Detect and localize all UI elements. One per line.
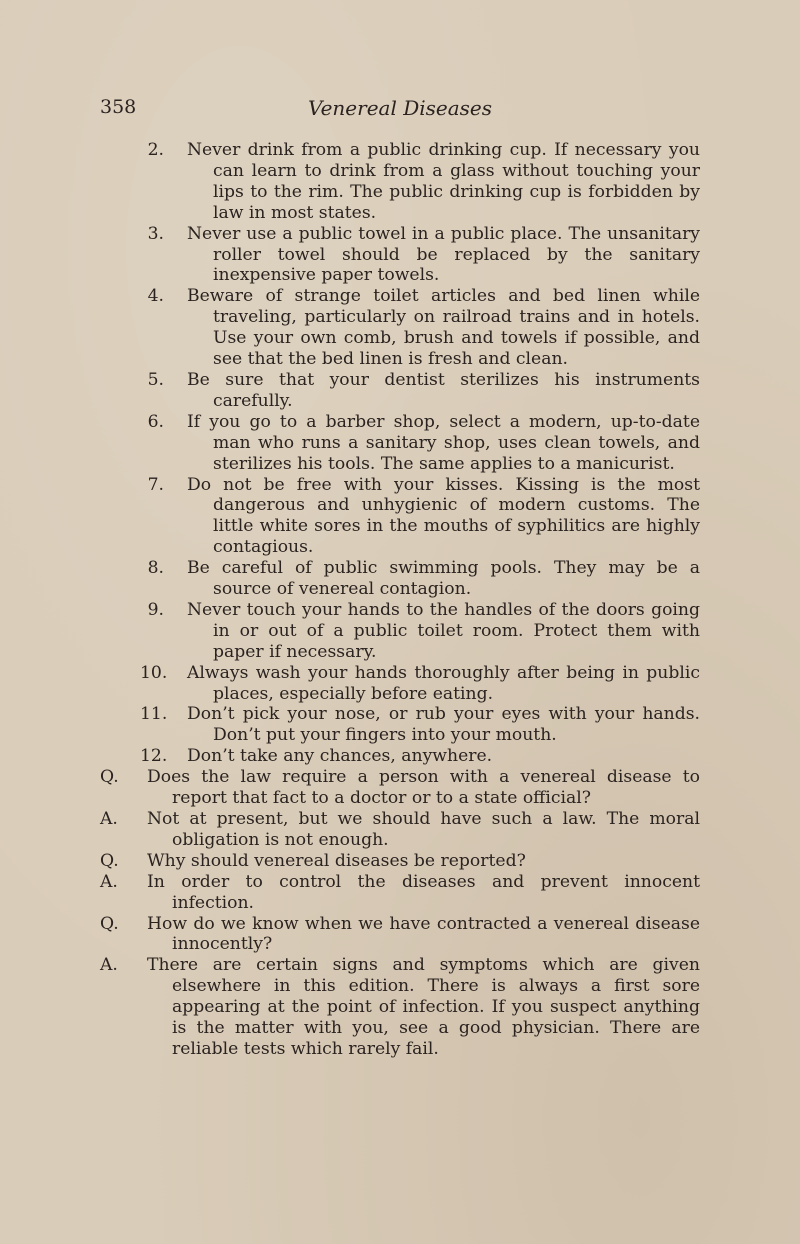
list-item xyxy=(100,224,700,287)
answer xyxy=(100,809,700,851)
qa-text: Does the law require a person with a venereal disease to report that fact to a doctor or to a state official? xyxy=(147,767,700,809)
list-item-text: Always wash your hands thoroughly after being in public places, especially before eating. xyxy=(187,662,700,704)
list-item xyxy=(100,600,700,663)
list-item-text: Don’t pick your nose, or rub your eyes with your hands. Don’t put your fingers into your mouth. xyxy=(187,704,700,746)
list-item xyxy=(100,704,700,746)
list-item-text: Beware of strange toilet articles and bed linen while traveling, particularly on railroad trains and in hotels. Use your own comb, brush and towels if possible, and see that the bed linen is fresh and clean. xyxy=(187,286,700,370)
list-item xyxy=(100,286,700,370)
list-item-number: 8. xyxy=(147,558,164,579)
qa-label: A. xyxy=(100,809,118,829)
list-item-number: 5. xyxy=(147,369,164,390)
page-header xyxy=(100,96,700,130)
list-item-number: 9. xyxy=(147,599,164,620)
list-item-number: 12. xyxy=(140,746,168,767)
list-item-text: If you go to a barber shop, select a modern, up-to-date man who runs a sanitary shop, uses clean towels, and sterilizes his tools. The same applies to a manicurist. xyxy=(187,411,700,474)
list-item-text: Do not be free with your kisses. Kissing is the most dangerous and unhygienic of modern customs. The little white sores in the mouths of syphilitics are highly contagious. xyxy=(187,474,700,558)
list-item-number: 4. xyxy=(147,286,164,307)
qa-label: A. xyxy=(100,871,118,892)
list-item xyxy=(100,663,700,705)
list-item-text: Be sure that your dentist sterilizes his instruments carefully. xyxy=(187,369,700,411)
list-item xyxy=(100,370,700,412)
list-item-number: 2. xyxy=(147,140,164,160)
list-item xyxy=(100,746,700,767)
page-number: 358 xyxy=(100,96,137,118)
qa-text: How do we know when we have contracted a venereal disease innocently? xyxy=(147,913,700,955)
list-item-text: Don’t take any chances, anywhere. xyxy=(187,746,493,767)
qa-text: There are certain signs and symptoms which are given elsewhere in this edition. There is always a first sore appearing at the point of infection. If you suspect anything is the matter with you, see a good physician. There are reliable tests which rarely fail. xyxy=(147,955,700,1059)
question xyxy=(100,851,700,872)
qa-label: A. xyxy=(100,955,118,976)
page-body xyxy=(100,140,700,1060)
qa-label: Q. xyxy=(100,850,119,871)
list-item xyxy=(100,558,700,600)
answer xyxy=(100,872,700,914)
list-item-text: Never drink from a public drinking cup. If necessary you can learn to drink from a glass without touching your lips to the rim. The public drinking cup is forbidden by law in most states. xyxy=(187,140,700,223)
qa-text: Not at present, but we should have such a law. The moral obligation is not enough. xyxy=(147,809,700,850)
answer xyxy=(100,955,700,1060)
list-item-number: 10. xyxy=(140,662,168,683)
qa-text: Why should venereal diseases be reported? xyxy=(147,850,526,871)
qa-text: In order to control the diseases and prevent innocent infection. xyxy=(147,871,700,913)
list-item-text: Be careful of public swimming pools. They may be a source of venereal contagion. xyxy=(187,558,700,600)
list-item-number: 7. xyxy=(147,474,164,495)
list-item xyxy=(100,412,700,475)
running-title: Venereal Diseases xyxy=(307,96,493,120)
list-item-text: Never use a public towel in a public place. The unsanitary roller towel should be replaced by the sanitary inexpensive paper towels. xyxy=(187,223,700,286)
list-item xyxy=(100,475,700,559)
list-item-text: Never touch your hands to the handles of the doors going in or out of a public toilet room. Protect them with paper if necessary. xyxy=(187,599,700,662)
list-item-number: 3. xyxy=(147,223,164,244)
list-item-number: 11. xyxy=(140,704,168,725)
qa-label: Q. xyxy=(100,767,119,788)
question xyxy=(100,767,700,809)
list-item xyxy=(100,140,700,224)
list-item-number: 6. xyxy=(147,411,164,432)
question xyxy=(100,914,700,956)
qa-label: Q. xyxy=(100,913,119,934)
